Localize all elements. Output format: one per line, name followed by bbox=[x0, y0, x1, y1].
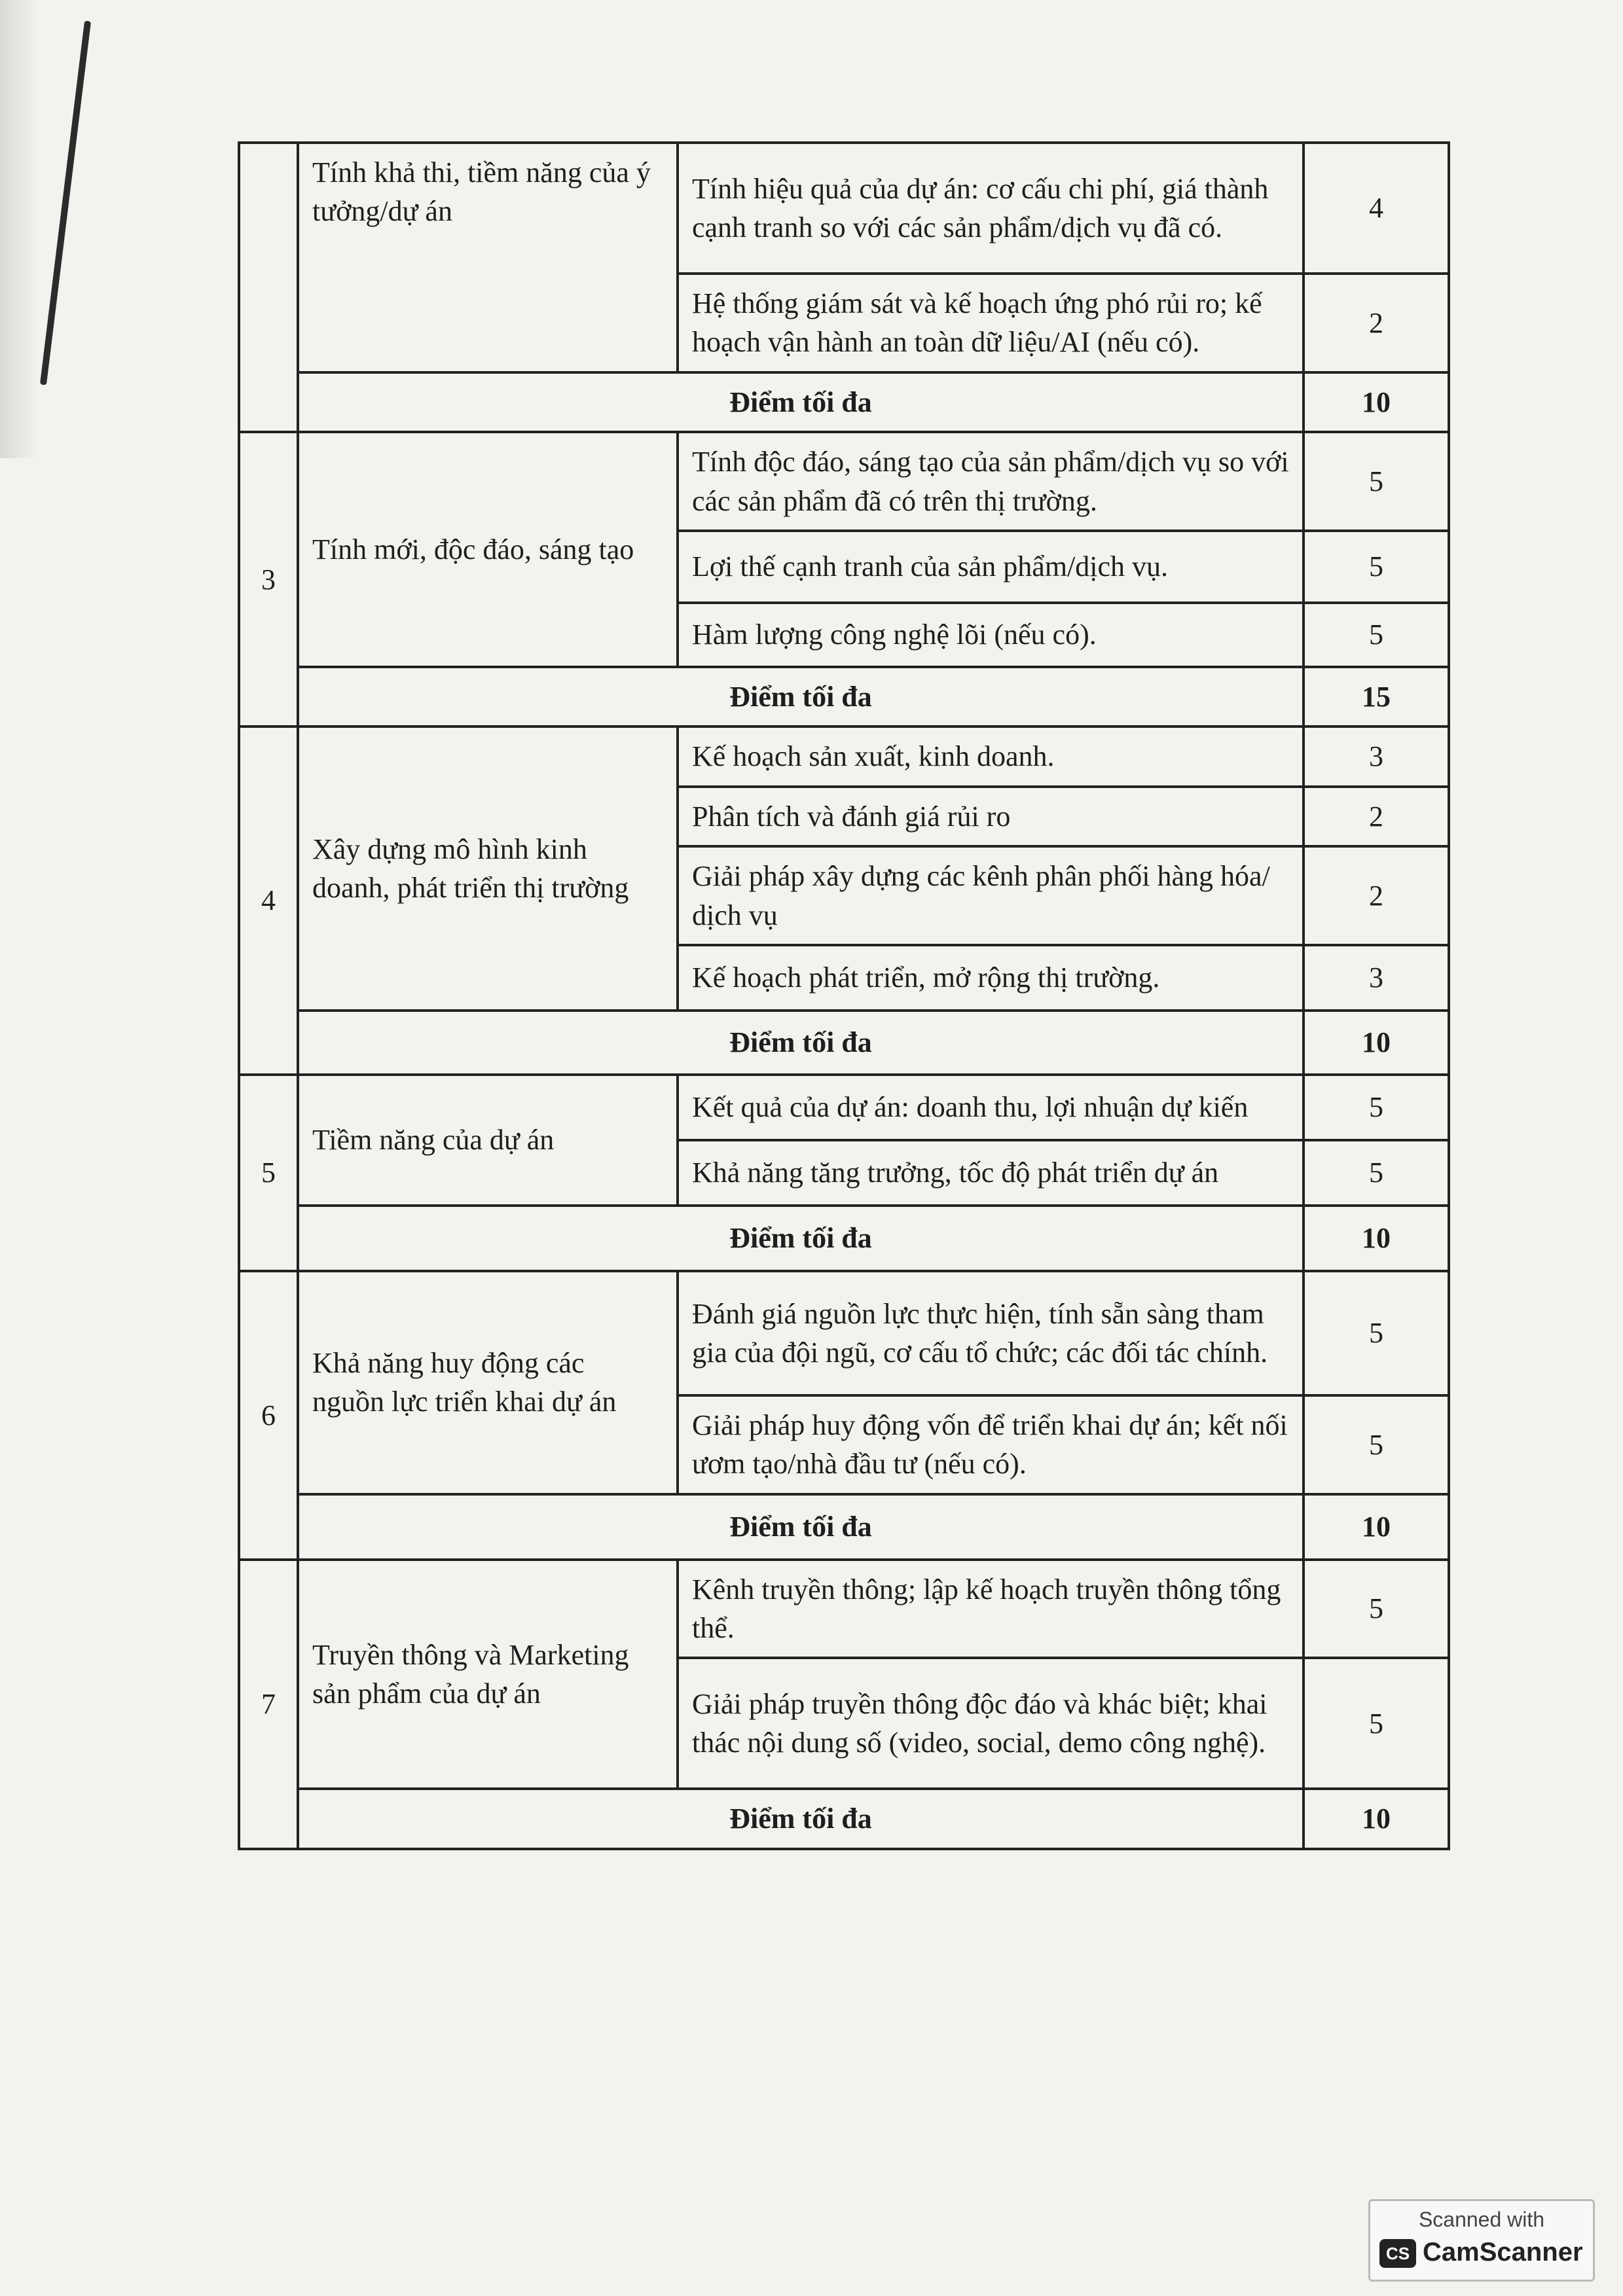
max-score-row bbox=[239, 1789, 1449, 1848]
score-cell: 5 bbox=[1304, 1395, 1449, 1494]
camscanner-logo-icon: CS bbox=[1379, 2239, 1416, 2268]
section-number: 4 bbox=[239, 726, 298, 1075]
score-cell: 5 bbox=[1304, 1560, 1449, 1659]
criterion-cell: Tính khả thi, tiềm năng của ý tưởng/dự án bbox=[298, 143, 678, 372]
sub-criterion-cell: Giải pháp truyền thông độc đáo và khác biệt; khai thác nội dung số (video, social, demo công nghệ). bbox=[678, 1658, 1304, 1789]
max-score-row bbox=[239, 372, 1449, 432]
criterion-cell: Tiềm năng của dự án bbox=[298, 1075, 678, 1206]
max-score-value: 10 bbox=[1304, 1011, 1449, 1075]
max-score-row bbox=[239, 667, 1449, 726]
score-cell: 5 bbox=[1304, 432, 1449, 531]
score-cell: 2 bbox=[1304, 274, 1449, 372]
score-cell: 5 bbox=[1304, 1075, 1449, 1140]
score-cell: 2 bbox=[1304, 846, 1449, 945]
max-score-label: Điểm tối đa bbox=[298, 1789, 1304, 1848]
section-number: 5 bbox=[239, 1075, 298, 1271]
section-number bbox=[239, 143, 298, 432]
sub-criterion-cell: Giải pháp huy động vốn để triển khai dự án; kết nối ươm tạo/nhà đầu tư (nếu có). bbox=[678, 1395, 1304, 1494]
sub-criterion-cell: Khả năng tăng trưởng, tốc độ phát triển dự án bbox=[678, 1140, 1304, 1206]
table-row bbox=[239, 143, 1449, 274]
sub-criterion-cell: Giải pháp xây dựng các kênh phân phối hàng hóa/ dịch vụ bbox=[678, 846, 1304, 945]
max-score-label: Điểm tối đa bbox=[298, 667, 1304, 726]
sub-criterion-cell: Lợi thế cạnh tranh của sản phẩm/dịch vụ. bbox=[678, 531, 1304, 603]
criterion-cell: Xây dựng mô hình kinh doanh, phát triển thị trường bbox=[298, 726, 678, 1011]
table-row bbox=[239, 1075, 1449, 1140]
sub-criterion-cell: Hệ thống giám sát và kế hoạch ứng phó rủi ro; kế hoạch vận hành an toàn dữ liệu/AI (nếu có). bbox=[678, 274, 1304, 372]
sub-criterion-cell: Tính độc đáo, sáng tạo của sản phẩm/dịch vụ so với các sản phẩm đã có trên thị trường. bbox=[678, 432, 1304, 531]
max-score-value: 10 bbox=[1304, 1494, 1449, 1560]
score-cell: 4 bbox=[1304, 143, 1449, 274]
sub-criterion-cell: Phân tích và đánh giá rủi ro bbox=[678, 787, 1304, 846]
sub-criterion-cell: Kết quả của dự án: doanh thu, lợi nhuận dự kiến bbox=[678, 1075, 1304, 1140]
watermark-caption: Scanned with bbox=[1418, 2208, 1545, 2231]
score-cell: 5 bbox=[1304, 1271, 1449, 1395]
max-score-row bbox=[239, 1011, 1449, 1075]
sub-criterion-cell: Kênh truyền thông; lập kế hoạch truyền thông tổng thể. bbox=[678, 1560, 1304, 1659]
max-score-value: 10 bbox=[1304, 372, 1449, 432]
max-score-value: 10 bbox=[1304, 1789, 1449, 1848]
max-score-value: 15 bbox=[1304, 667, 1449, 726]
table-row bbox=[239, 432, 1449, 531]
table-row bbox=[239, 1560, 1449, 1659]
max-score-label: Điểm tối đa bbox=[298, 1494, 1304, 1560]
max-score-label: Điểm tối đa bbox=[298, 1011, 1304, 1075]
criterion-cell: Tính mới, độc đáo, sáng tạo bbox=[298, 432, 678, 667]
section-number: 3 bbox=[239, 432, 298, 726]
max-score-label: Điểm tối đa bbox=[298, 372, 1304, 432]
table-row bbox=[239, 1271, 1449, 1395]
table-row bbox=[239, 726, 1449, 786]
section-number: 6 bbox=[239, 1271, 298, 1560]
score-cell: 3 bbox=[1304, 726, 1449, 786]
score-cell: 5 bbox=[1304, 603, 1449, 667]
score-cell: 5 bbox=[1304, 1658, 1449, 1789]
page-edge-shadow bbox=[0, 0, 39, 458]
sub-criterion-cell: Kế hoạch sản xuất, kinh doanh. bbox=[678, 726, 1304, 786]
max-score-label: Điểm tối đa bbox=[298, 1206, 1304, 1271]
camscanner-watermark bbox=[1368, 2199, 1595, 2282]
criterion-cell: Khả năng huy động các nguồn lực triển khai dự án bbox=[298, 1271, 678, 1494]
watermark-brand: CamScanner bbox=[1423, 2238, 1583, 2267]
score-cell: 5 bbox=[1304, 531, 1449, 603]
criterion-cell: Truyền thông và Marketing sản phẩm của dự án bbox=[298, 1560, 678, 1789]
scoring-table bbox=[238, 141, 1450, 1850]
score-cell: 2 bbox=[1304, 787, 1449, 846]
max-score-row bbox=[239, 1206, 1449, 1271]
sub-criterion-cell: Tính hiệu quả của dự án: cơ cấu chi phí, giá thành cạnh tranh so với các sản phẩm/dịch vụ đã có. bbox=[678, 143, 1304, 274]
sub-criterion-cell: Đánh giá nguồn lực thực hiện, tính sẵn sàng tham gia của đội ngũ, cơ cấu tổ chức; các đối tác chính. bbox=[678, 1271, 1304, 1395]
max-score-row bbox=[239, 1494, 1449, 1560]
sub-criterion-cell: Hàm lượng công nghệ lõi (nếu có). bbox=[678, 603, 1304, 667]
section-number: 7 bbox=[239, 1560, 298, 1849]
max-score-value: 10 bbox=[1304, 1206, 1449, 1271]
score-cell: 5 bbox=[1304, 1140, 1449, 1206]
score-cell: 3 bbox=[1304, 945, 1449, 1011]
sub-criterion-cell: Kế hoạch phát triển, mở rộng thị trường. bbox=[678, 945, 1304, 1011]
paper-edge bbox=[40, 20, 91, 385]
